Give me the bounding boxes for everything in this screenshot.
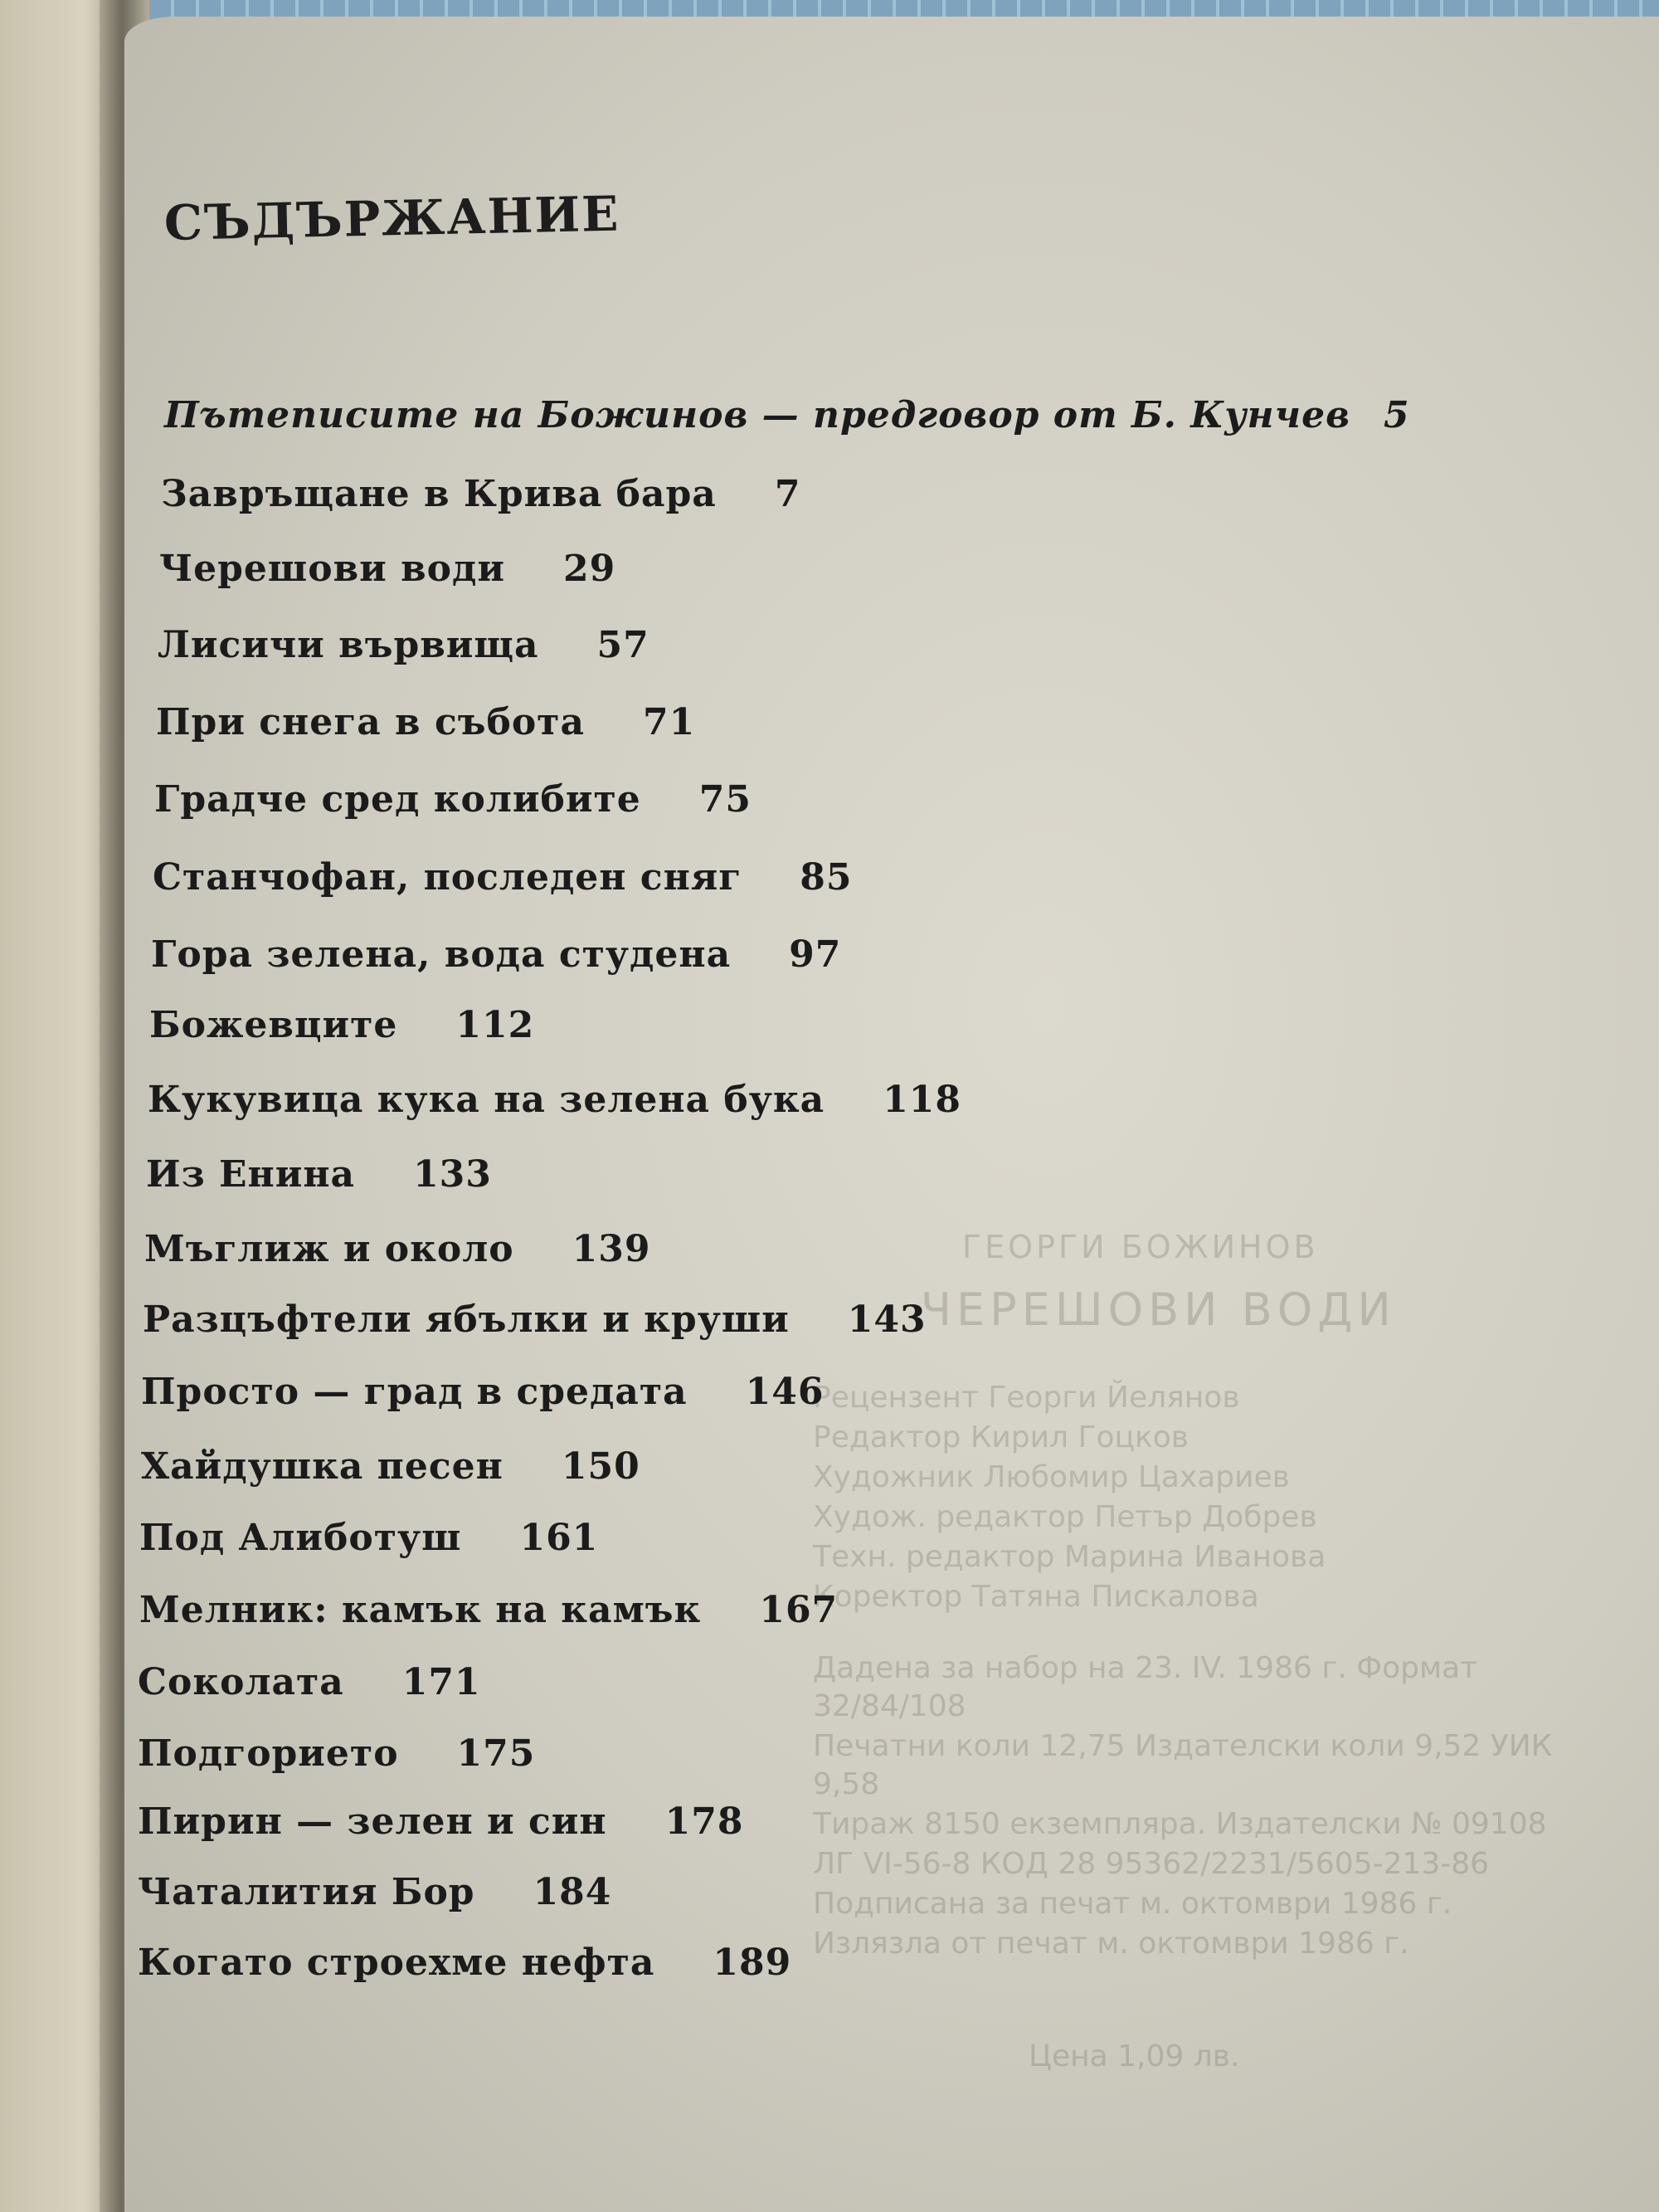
toc-entry-title: Лисичи вървища bbox=[158, 624, 539, 666]
show-through-line: Дадена за набор на 23. IV. 1986 г. Формат 32/84/108 bbox=[813, 1651, 1478, 1723]
toc-entry-title: Когато строехме нефта bbox=[138, 1942, 655, 1984]
toc-entry-title: Мъглиж и около bbox=[144, 1228, 514, 1270]
show-through-title: ЧЕРЕШОВИ ВОДИ bbox=[921, 1284, 1396, 1336]
toc-entry-title: Пирин — зелен и син bbox=[138, 1800, 607, 1843]
toc-entry bbox=[138, 1661, 481, 1703]
toc-entry bbox=[139, 1589, 838, 1631]
toc-entry-page: 143 bbox=[847, 1298, 927, 1341]
toc-entry-title: Божевците bbox=[149, 1004, 398, 1046]
toc-entry-page: 5 bbox=[1383, 394, 1410, 436]
toc-entry bbox=[141, 1371, 825, 1413]
toc-entry-title: Чаталития Бор bbox=[138, 1871, 475, 1913]
toc-entry-page: 167 bbox=[759, 1589, 839, 1631]
toc-entry-page: 97 bbox=[789, 933, 842, 976]
page-title: СЪДЪРЖАНИЕ bbox=[163, 185, 621, 251]
toc-entry bbox=[164, 394, 1410, 436]
book-page bbox=[124, 17, 1659, 2212]
toc-entry-page: 189 bbox=[713, 1942, 792, 1984]
toc-entry bbox=[143, 1298, 927, 1341]
toc-entry-title: Из Енина bbox=[146, 1153, 356, 1196]
toc-entry-title: Разцъфтели ябълки и круши bbox=[143, 1298, 790, 1341]
show-through-line: Коректор Татяна Пискалова bbox=[813, 1580, 1259, 1614]
toc-entry-title: Станчофан, последен сняг bbox=[153, 856, 742, 899]
toc-entry bbox=[138, 1942, 791, 1984]
toc-entry-title: Градче сред колибите bbox=[154, 778, 641, 821]
show-through-line: Техн. редактор Марина Иванова bbox=[813, 1540, 1326, 1574]
toc-entry bbox=[153, 856, 853, 899]
toc-entry-page: 85 bbox=[800, 856, 853, 899]
show-through-line: ЛГ VI-56-8 КОД 28 95362/2231/5605-213-86 bbox=[813, 1847, 1490, 1881]
toc-entry-page: 139 bbox=[572, 1228, 651, 1270]
toc-entry-title: Гора зелена, вода студена bbox=[151, 933, 732, 976]
toc-entry-title: Завръщане в Крива бара bbox=[161, 473, 717, 515]
table-of-contents bbox=[124, 17, 1659, 2174]
toc-entry-page: 171 bbox=[401, 1661, 481, 1703]
show-through-price: Цена 1,09 лв. bbox=[1029, 2039, 1240, 2073]
show-through-line: Печатни коли 12,75 Издателски коли 9,52 УИК 9,58 bbox=[813, 1729, 1553, 1801]
toc-entry-title: Хайдушка песен bbox=[141, 1445, 504, 1488]
toc-entry bbox=[146, 1153, 492, 1196]
toc-entry bbox=[159, 548, 615, 590]
toc-entry-title: Мелник: камък на камък bbox=[139, 1589, 702, 1631]
toc-entry bbox=[154, 778, 752, 821]
toc-entry-page: 118 bbox=[883, 1079, 962, 1121]
toc-entry-page: 146 bbox=[745, 1371, 825, 1413]
toc-entry bbox=[138, 1732, 535, 1775]
toc-entry-page: 178 bbox=[664, 1800, 744, 1843]
show-through-line: Редактор Кирил Гоцков bbox=[813, 1420, 1189, 1454]
toc-entry bbox=[138, 1800, 744, 1843]
toc-entry-page: 150 bbox=[561, 1445, 640, 1488]
toc-entry-title: Соколата bbox=[138, 1661, 344, 1703]
toc-entry bbox=[148, 1079, 961, 1121]
toc-entry bbox=[158, 624, 649, 666]
toc-entry-page: 75 bbox=[698, 778, 752, 821]
toc-entry bbox=[144, 1228, 650, 1270]
show-through-line: Художник Любомир Цахариев bbox=[813, 1460, 1290, 1494]
show-through-line: Подписана за печат м. октомври 1986 г. bbox=[813, 1887, 1452, 1921]
toc-entry-page: 71 bbox=[642, 701, 696, 743]
toc-entry-page: 112 bbox=[455, 1004, 535, 1046]
show-through-line: Худож. редактор Петър Добрев bbox=[813, 1500, 1317, 1534]
show-through-author: ГЕОРГИ БОЖИНОВ bbox=[962, 1229, 1319, 1265]
toc-entry bbox=[139, 1517, 598, 1559]
toc-entry-title: При снега в събота bbox=[156, 701, 585, 743]
toc-entry-page: 184 bbox=[533, 1871, 612, 1913]
toc-entry-title: Подгорието bbox=[138, 1732, 399, 1775]
toc-entry bbox=[138, 1871, 611, 1913]
show-through-line: Рецензент Георги Йелянов bbox=[813, 1381, 1240, 1415]
toc-entry bbox=[149, 1004, 534, 1046]
toc-entry-title: Под Алиботуш bbox=[139, 1517, 462, 1559]
toc-entry bbox=[151, 933, 841, 976]
toc-entry bbox=[161, 473, 800, 515]
toc-entry-page: 175 bbox=[456, 1732, 536, 1775]
show-through-line: Излязла от печат м. октомври 1986 г. bbox=[813, 1927, 1409, 1961]
toc-entry-page: 29 bbox=[562, 548, 616, 590]
toc-entry-title: Пътеписите на Божинов — предговор от Б. Кунчев bbox=[164, 394, 1350, 436]
toc-entry bbox=[156, 701, 695, 743]
toc-entry-title: Черешови води bbox=[159, 548, 505, 590]
show-through-line: Тираж 8150 екземпляра. Издателски № 09108 bbox=[813, 1807, 1547, 1841]
toc-entry bbox=[141, 1445, 640, 1488]
toc-entry-page: 133 bbox=[413, 1153, 492, 1196]
toc-entry-title: Кукувица кука на зелена бука bbox=[148, 1079, 825, 1121]
toc-entry-page: 7 bbox=[774, 473, 801, 515]
toc-entry-page: 161 bbox=[519, 1517, 599, 1559]
toc-entry-title: Просто — град в средата bbox=[141, 1371, 688, 1413]
toc-entry-page: 57 bbox=[596, 624, 649, 666]
